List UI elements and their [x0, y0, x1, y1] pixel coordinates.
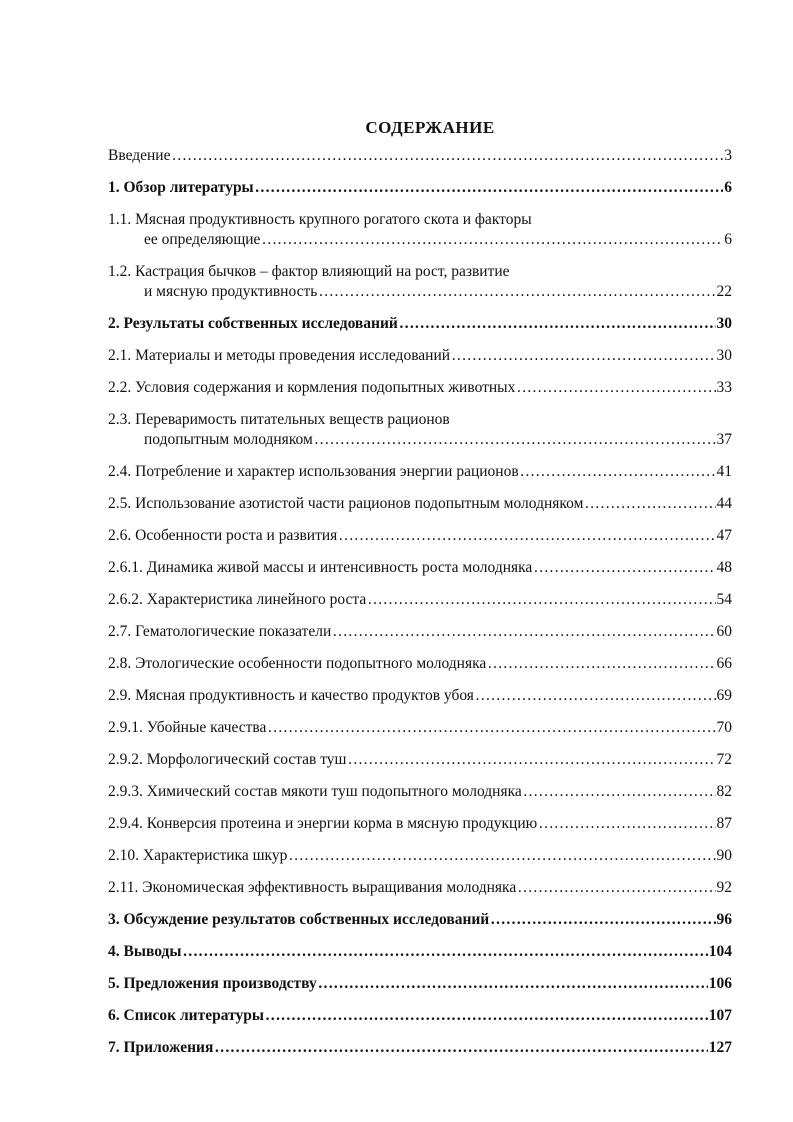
toc-entry-label: 6. Список литературы	[108, 1007, 264, 1024]
toc-entry-page: 96	[716, 911, 732, 928]
toc-entry-page: 66	[716, 655, 732, 672]
toc-entry-page: 104	[708, 943, 732, 960]
toc-entry-label: 3. Обсуждение результатов собственных исследований	[108, 911, 490, 928]
toc-entry	[108, 210, 732, 250]
toc-entry	[108, 718, 732, 738]
toc-entry	[108, 494, 732, 514]
toc-entry-label: 4. Выводы	[108, 943, 182, 960]
toc-entry	[108, 346, 732, 366]
toc-entry-page: 106	[708, 975, 732, 992]
toc-entry	[108, 526, 732, 546]
toc-entry-page: 69	[716, 687, 732, 704]
toc-entry	[108, 178, 732, 198]
toc-entry	[108, 1038, 732, 1058]
toc-entry	[108, 782, 732, 802]
toc-entry-line1: 2.3. Переваримость питательных веществ рационов	[108, 411, 450, 428]
toc-entry-page: 22	[716, 283, 732, 300]
toc-entry-page: 41	[716, 463, 732, 480]
toc-entry-line1: 1.1. Мясная продуктивность крупного рогатого скота и факторы	[108, 211, 532, 228]
toc-entry	[108, 814, 732, 834]
toc-entry-page: 107	[708, 1007, 732, 1024]
toc-entry-label: 2.2. Условия содержания и кормления подопытных животных	[108, 379, 516, 396]
toc-entry-page: 48	[716, 559, 732, 576]
toc-entry-label: подопытным молодняком	[144, 431, 313, 448]
toc-entry-page: 6	[724, 179, 732, 196]
toc-entry-page: 30	[716, 347, 732, 364]
toc-entry	[108, 558, 732, 578]
toc-title: СОДЕРЖАНИЕ	[365, 118, 495, 137]
toc-entry-page: 47	[716, 527, 732, 544]
toc-entry-label: ее определяющие	[144, 231, 261, 248]
toc-entry	[108, 686, 732, 706]
toc-entry	[108, 878, 732, 898]
toc-entry-label: 2.1. Материалы и методы проведения исследований	[108, 347, 451, 364]
toc-entry-label: 2.4. Потребление и характер использования энергии рационов	[108, 463, 519, 480]
toc-entry	[108, 846, 732, 866]
toc-entry-label: 2.9.4. Конверсия протеина и энергии корма в мясную продукцию	[108, 815, 538, 832]
toc-entry-page: 6	[724, 231, 732, 248]
toc-entry-label: 2. Результаты собственных исследований	[108, 315, 398, 332]
toc-entry-page: 87	[716, 815, 732, 832]
toc-entry	[108, 378, 732, 398]
toc-entry	[108, 654, 732, 674]
toc-entry	[108, 314, 732, 334]
toc-entry-label: 2.9.2. Морфологический состав туш	[108, 751, 347, 768]
toc-entry-label: 7. Приложения	[108, 1039, 214, 1056]
toc-entry-label: 2.7. Гематологические показатели	[108, 623, 332, 640]
toc-entry-label: 2.9. Мясная продуктивность и качество продуктов убоя	[108, 687, 474, 704]
toc-entry-label: 5. Предложения производству	[108, 975, 317, 992]
toc-entry-label: 2.6.2. Характеристика линейного роста	[108, 591, 367, 608]
toc-entry-page: 72	[716, 751, 732, 768]
toc-entry	[108, 1006, 732, 1026]
toc-entry	[108, 942, 732, 962]
toc-entry	[108, 750, 732, 770]
toc-entry	[108, 974, 732, 994]
toc-entry	[108, 590, 732, 610]
toc-entry-label: 2.9.1. Убойные качества	[108, 719, 267, 736]
toc-entry	[108, 462, 732, 482]
toc-entry-label: и мясную продуктивность	[144, 283, 318, 300]
toc-entry-page: 92	[716, 879, 732, 896]
toc-page	[108, 118, 732, 1070]
toc-entry-page: 90	[716, 847, 732, 864]
toc-entry-label: 2.8. Этологические особенности подопытного молодняка	[108, 655, 487, 672]
toc-entry	[108, 262, 732, 302]
toc-entry-label: 1. Обзор литературы	[108, 179, 254, 196]
toc-entry-page: 37	[716, 431, 732, 448]
toc-entry-page: 33	[716, 379, 732, 396]
toc-entry	[108, 910, 732, 930]
toc-entry-line1: 1.2. Кастрация бычков – фактор влияющий на рост, развитие	[108, 263, 510, 280]
toc-entry-page: 127	[708, 1039, 732, 1056]
toc-entry-label: 2.5. Использование азотистой части рационов подопытным молодняком	[108, 495, 584, 512]
toc-entry-page: 60	[716, 623, 732, 640]
toc-entry-label: 2.11. Экономическая эффективность выращивания молодняка	[108, 879, 517, 896]
toc-entry-page: 70	[716, 719, 732, 736]
toc-entry	[108, 410, 732, 450]
toc-entry-page: 54	[716, 591, 732, 608]
toc-entry-page: 30	[716, 315, 732, 332]
toc-entry	[108, 622, 732, 642]
toc-entry-label: 2.6.1. Динамика живой массы и интенсивность роста молодняка	[108, 559, 533, 576]
toc-entry-label: 2.6. Особенности роста и развития	[108, 527, 338, 544]
toc-entry-page: 44	[716, 495, 732, 512]
toc-entry-page: 3	[724, 147, 732, 164]
toc-entry-page: 82	[716, 783, 732, 800]
toc-entry-label: Введение	[108, 147, 171, 164]
toc-entry-label: 2.9.3. Химический состав мякоти туш подопытного молодняка	[108, 783, 522, 800]
toc-entry-label: 2.10. Характеристика шкур	[108, 847, 288, 864]
toc-entry	[108, 146, 732, 166]
